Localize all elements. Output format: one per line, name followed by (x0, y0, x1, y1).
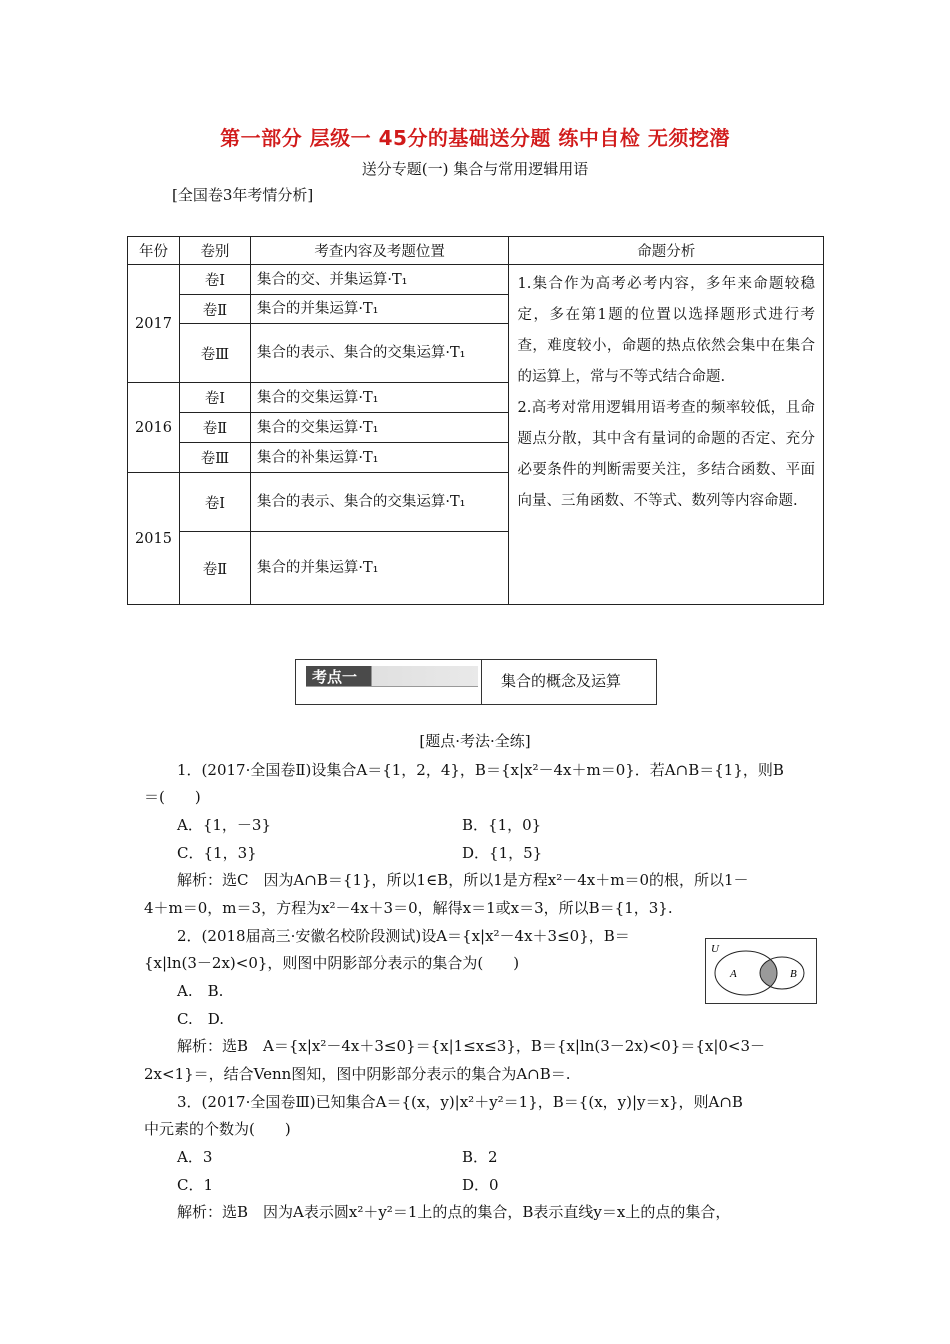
content-cell: 集合的交集运算·T₁ (250, 383, 509, 413)
content-cell: 集合的并集运算·T₁ (250, 295, 509, 324)
year-cell: 2016 (128, 383, 180, 473)
paper-cell: 卷Ⅱ (179, 532, 250, 605)
question-2-options-ab: A. B. (177, 982, 224, 1000)
venn-diagram-svg (706, 939, 816, 1003)
analysis-point-2: 2.高考对常用逻辑用语考查的频率较低，且命题点分散，其中含有量词的命题的否定、充分必要条件的判断需要关注，多结合函数、平面向量、三角函数、不等式、数列等内容命题. (517, 400, 815, 509)
year-cell: 2017 (128, 265, 180, 383)
analysis-point-1: 1.集合作为高考必考内容，多年来命题较稳定，多在第1题的位置以选择题形式进行考查，难度较小，命题的热点依然会集中在集合的运算上，常与不等式结合命题. (517, 276, 815, 385)
question-3-option-b: B．2 (462, 1148, 498, 1166)
venn-label-u: U (711, 943, 719, 955)
analysis-cell (509, 265, 824, 605)
page-title: 第一部分 层级一 45分的基础送分题 练中自检 无须挖潜 (220, 126, 730, 150)
page-subtitle: 送分专题(一) 集合与常用逻辑用语 (361, 160, 589, 178)
question-2-line-1: 2．(2018届高三·安徽名校阶段测试)设A＝{x|x²－4x＋3≤0}，B＝ (177, 927, 630, 945)
kaodian-divider (481, 660, 482, 704)
content-cell: 集合的交集运算·T₁ (250, 413, 509, 443)
paper-cell: 卷Ⅲ (179, 324, 250, 383)
question-1-option-d: D．{1，5} (462, 844, 543, 862)
paper-cell: 卷Ⅲ (179, 443, 250, 473)
header-paper: 卷别 (179, 237, 250, 265)
question-2-options-cd: C. D. (177, 1010, 224, 1028)
paper-cell: 卷Ⅱ (179, 413, 250, 443)
question-1-line-1: 1．(2017·全国卷Ⅱ)设集合A＝{1，2，4}，B＝{x|x²－4x＋m＝0}．若A∩B＝{1}，则B (177, 761, 784, 779)
question-3-line-1: 3．(2017·全国卷Ⅲ)已知集合A＝{(x，y)|x²＋y²＝1}，B＝{(x，y)|y＝x}，则A∩B (177, 1093, 743, 1111)
question-2-line-2: {x|ln(3－2x)<0}，则图中阴影部分表示的集合为( ) (144, 954, 520, 972)
year-cell: 2015 (128, 473, 180, 605)
venn-label-b: B (790, 968, 797, 980)
question-1-option-b: B．{1，0} (462, 816, 542, 834)
paper-cell: 卷Ⅰ (179, 265, 250, 295)
paper-cell: 卷Ⅱ (179, 295, 250, 324)
question-3-solution-line-1: 解析：选B 因为A表示圆x²＋y²＝1上的点的集合，B表示直线y＝x上的点的集合， (177, 1203, 731, 1221)
question-2-solution-line-2: 2x<1}＝，结合Venn图知，图中阴影部分表示的集合为A∩B＝. (144, 1065, 571, 1083)
content-cell: 集合的表示、集合的交集运算·T₁ (250, 473, 509, 532)
question-3-line-2: 中元素的个数为( ) (144, 1120, 291, 1138)
content-cell: 集合的补集运算·T₁ (250, 443, 509, 473)
question-3-option-a: A．3 (177, 1148, 213, 1166)
kaodian-badge-label: 考点一 (312, 668, 358, 686)
section-heading: [题点·考法·全练] (419, 732, 531, 750)
question-1-line-2: ＝( ) (144, 788, 201, 806)
table-row (128, 265, 824, 295)
venn-label-a: A (730, 968, 737, 980)
venn-diagram (705, 938, 817, 1004)
question-1-solution-line-1: 解析：选C 因为A∩B＝{1}，所以1∈B，所以1是方程x²－4x＋m＝0的根，所以1－ (177, 871, 749, 889)
header-analysis: 命题分析 (509, 237, 824, 265)
content-cell: 集合的并集运算·T₁ (250, 532, 509, 605)
question-3-option-d: D．0 (462, 1176, 499, 1194)
question-2-solution-line-1: 解析：选B A＝{x|x²－4x＋3≤0}＝{x|1≤x≤3}，B＝{x|ln(3－2x)<0}＝{x|0<3－ (177, 1037, 766, 1055)
question-1-solution-line-2: 4＋m＝0，m＝3，方程为x²－4x＋3＝0，解得x＝1或x＝3，所以B＝{1，3}. (144, 899, 673, 917)
question-1-option-a: A．{1，－3} (177, 816, 272, 834)
paper-cell: 卷Ⅰ (179, 383, 250, 413)
content-cell: 集合的交、并集运算·T₁ (250, 265, 509, 295)
kaodian-topic: 集合的概念及运算 (501, 672, 622, 690)
content-cell: 集合的表示、集合的交集运算·T₁ (250, 324, 509, 383)
header-content: 考查内容及考题位置 (250, 237, 509, 265)
exam-analysis-table (127, 236, 824, 605)
question-3-option-c: C．1 (177, 1176, 214, 1194)
header-year: 年份 (128, 237, 180, 265)
kaodian-badge (306, 666, 478, 687)
kaodian-box (295, 659, 657, 705)
analysis-label: [全国卷3年考情分析] (172, 186, 314, 204)
table-header-row (128, 237, 824, 265)
paper-cell: 卷Ⅰ (179, 473, 250, 532)
question-1-option-c: C．{1，3} (177, 844, 257, 862)
